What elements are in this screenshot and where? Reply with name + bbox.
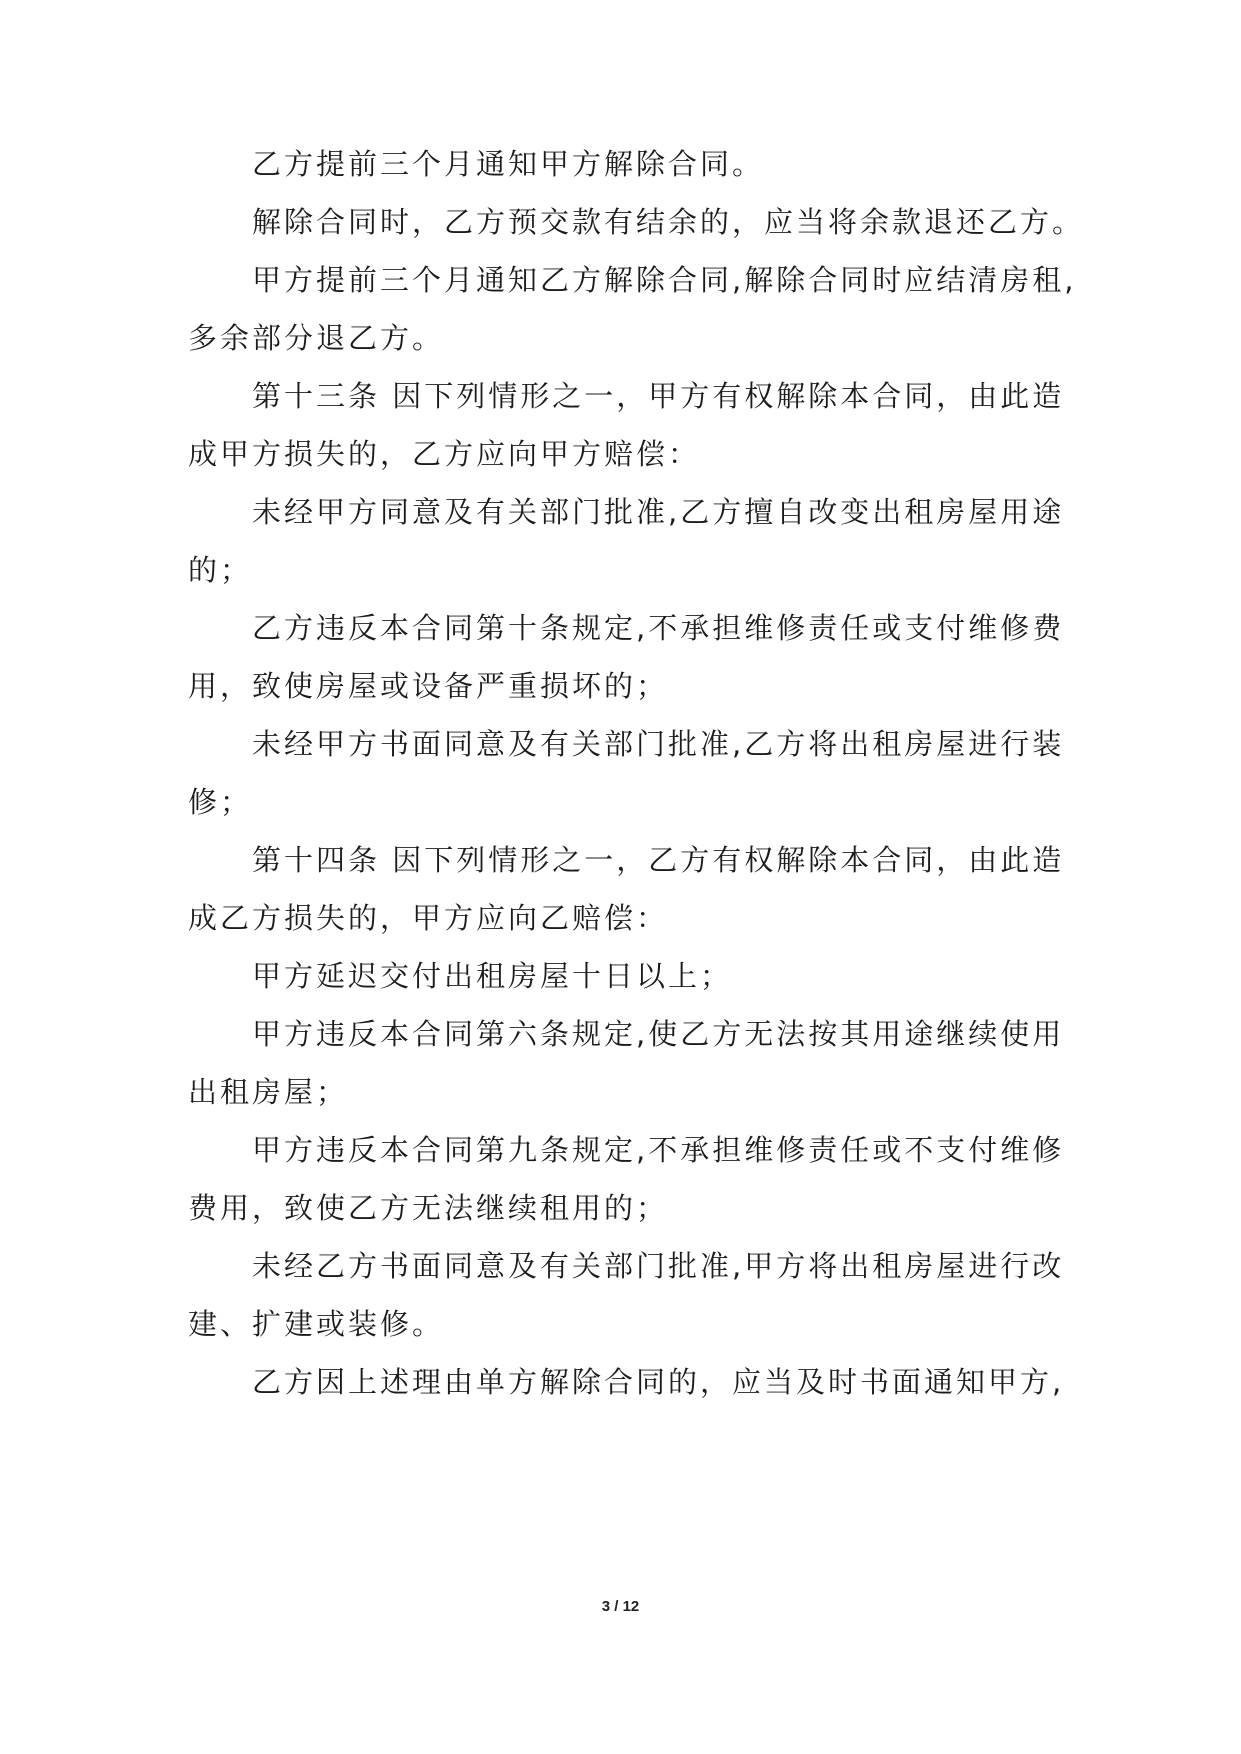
paragraph-line: 成甲方损失的，乙方应向甲方赔偿： [188,437,701,471]
paragraph-line: 解除合同时，乙方预交款有结余的，应当将余款退还乙方。 [252,205,1085,239]
page-number: 3 / 12 [601,1598,640,1615]
paragraph-line: 甲方延迟交付出租房屋十日以上； [252,959,733,993]
paragraph-line: 未经甲方同意及有关部门批准,乙方擅自改变出租房屋用途 [252,495,1065,529]
paragraph-line: 建、扩建或装修。 [188,1307,445,1341]
paragraph-line: 修； [188,785,253,819]
paragraph-line: 的； [188,553,253,587]
paragraph-line: 用，致使房屋或设备严重损坏的； [188,669,669,703]
paragraph-line: 甲方提前三个月通知乙方解除合同,解除合同时应结清房租, [252,263,1077,297]
paragraph-line: 乙方因上述理由单方解除合同的，应当及时书面通知甲方, [252,1365,1065,1399]
paragraph-line: 甲方违反本合同第九条规定,不承担维修责任或不支付维修 [252,1133,1065,1167]
paragraph-line: 乙方违反本合同第十条规定,不承担维修责任或支付维修费 [252,611,1065,645]
paragraph-line: 多余部分退乙方。 [188,321,445,355]
paragraph-line: 第十四条 因下列情形之一，乙方有权解除本合同，由此造 [252,843,1065,877]
paragraph-line: 甲方违反本合同第六条规定,使乙方无法按其用途继续使用 [252,1017,1065,1051]
paragraph-line: 未经甲方书面同意及有关部门批准,乙方将出租房屋进行装 [252,727,1065,761]
paragraph-line: 第十三条 因下列情形之一，甲方有权解除本合同，由此造 [252,379,1065,413]
paragraph-line: 成乙方损失的，甲方应向乙赔偿： [188,901,669,935]
paragraph-line: 费用，致使乙方无法继续租用的； [188,1191,669,1225]
paragraph-line: 乙方提前三个月通知甲方解除合同。 [252,147,765,181]
paragraph-line: 出租房屋； [188,1075,349,1109]
paragraph-line: 未经乙方书面同意及有关部门批准,甲方将出租房屋进行改 [252,1249,1065,1283]
